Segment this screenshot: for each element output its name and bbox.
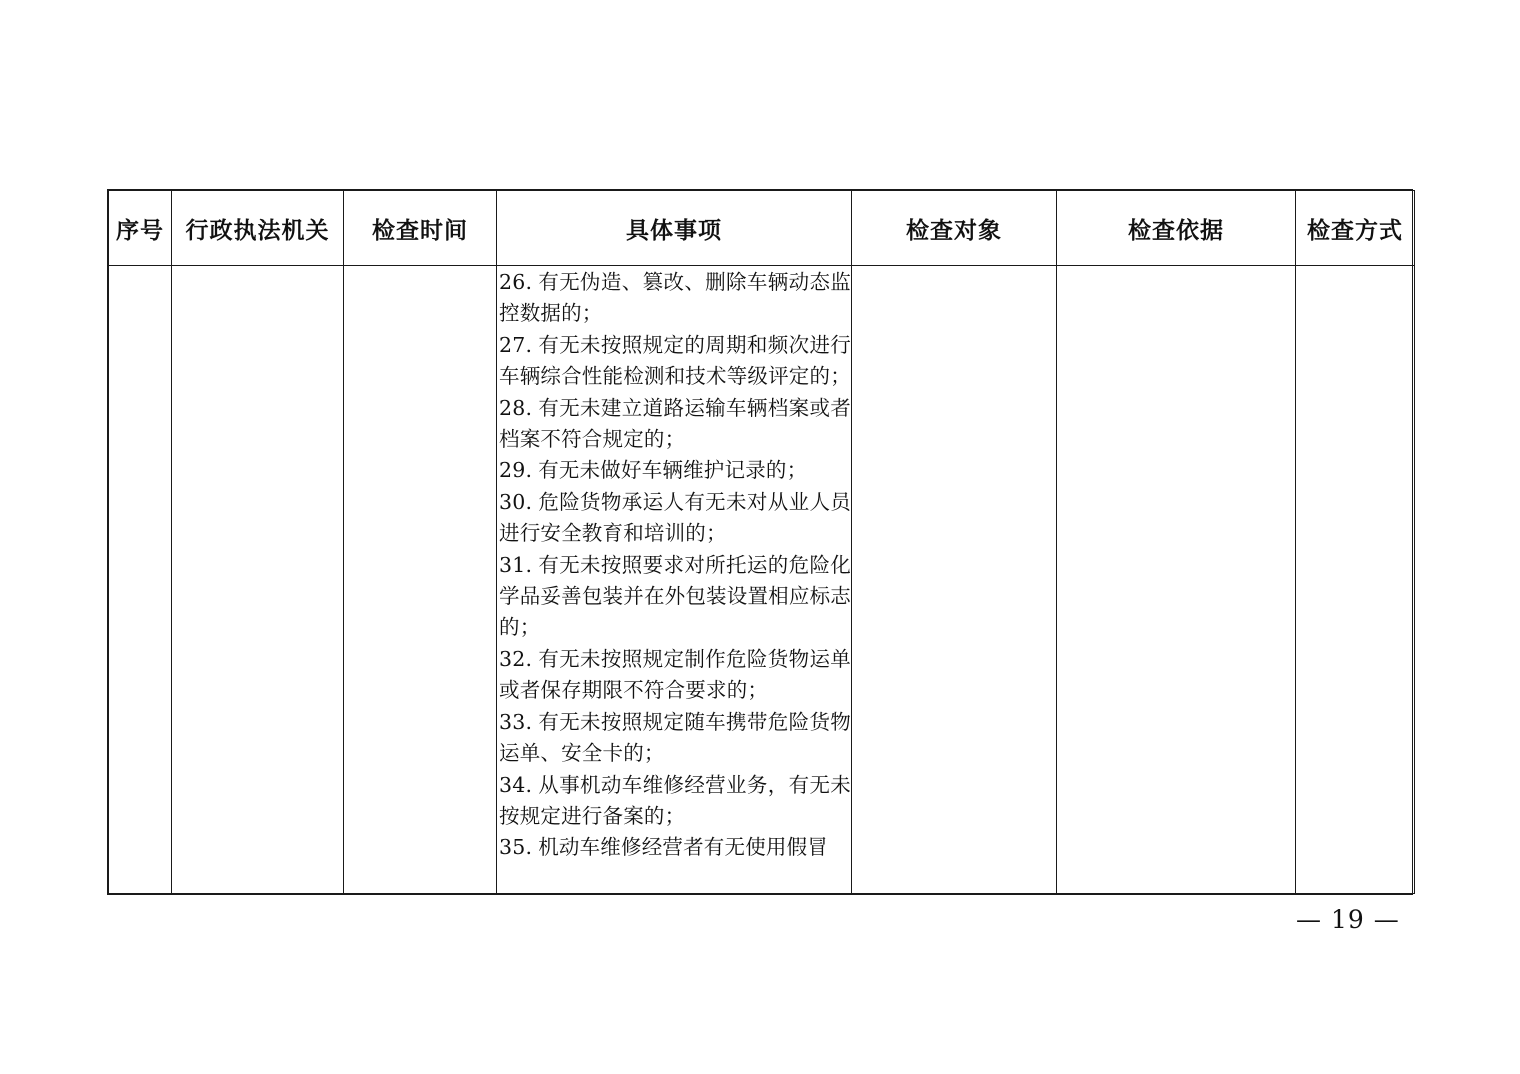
inspection-table-container [107, 189, 1413, 895]
list-item [499, 770, 851, 833]
list-item [499, 393, 851, 456]
item-number: 33. [499, 709, 533, 734]
cell-inspection-method [1296, 266, 1415, 894]
list-item [499, 455, 851, 486]
item-text: 有无伪造、篡改、删除车辆动态监控数据的； [499, 270, 851, 326]
specific-items-list [497, 266, 851, 864]
item-number: 30. [499, 489, 533, 514]
item-text: 有无未按照规定随车携带危险货物运单、安全卡的； [499, 709, 851, 766]
header-enforcement-agency: 行政执法机关 [172, 191, 344, 266]
item-number: 31. [499, 552, 533, 577]
list-item [499, 550, 851, 644]
item-number: 28. [499, 395, 533, 420]
item-text: 有无未做好车辆维护记录的； [538, 458, 808, 483]
cell-specific-items [497, 266, 852, 894]
list-item [499, 267, 851, 330]
item-number: 35. [499, 835, 533, 860]
list-item [499, 487, 851, 550]
item-text: 有无未建立道路运输车辆档案或者档案不符合规定的； [499, 395, 851, 452]
list-item [499, 644, 851, 707]
header-inspection-method: 检查方式 [1296, 191, 1415, 266]
cell-inspection-basis [1057, 266, 1296, 894]
header-inspection-object: 检查对象 [852, 191, 1057, 266]
cell-inspection-object [852, 266, 1057, 894]
item-text: 危险货物承运人有无未对从业人员进行安全教育和培训的； [499, 489, 851, 546]
table-row [109, 266, 1415, 894]
item-text: 从事机动车维修经营业务，有无未按规定进行备案的； [499, 772, 851, 828]
page-number: — 19 — [1296, 905, 1400, 934]
item-number: 26. [499, 270, 533, 294]
header-specific-items: 具体事项 [497, 191, 852, 266]
header-inspection-basis: 检查依据 [1057, 191, 1296, 266]
list-item [499, 330, 851, 393]
item-number: 27. [499, 332, 533, 357]
item-number: 34. [499, 772, 533, 797]
item-text: 有无未按照规定的周期和频次进行车辆综合性能检测和技术等级评定的； [499, 332, 851, 389]
header-row [109, 191, 1415, 266]
item-text: 有无未按照要求对所托运的危险化学品妥善包装并在外包装设置相应标志的； [499, 552, 851, 640]
item-number: 32. [499, 646, 533, 671]
inspection-table [108, 190, 1415, 894]
cell-serial-number [109, 266, 172, 894]
cell-enforcement-agency [172, 266, 344, 894]
item-text: 有无未按照规定制作危险货物运单或者保存期限不符合要求的； [499, 646, 851, 703]
item-number: 29. [499, 458, 533, 483]
list-item [499, 707, 851, 770]
item-text: 机动车维修经营者有无使用假冒 [538, 835, 829, 860]
cell-inspection-time [344, 266, 497, 894]
list-item [499, 832, 851, 863]
header-serial-number: 序号 [109, 191, 172, 266]
header-inspection-time: 检查时间 [344, 191, 497, 266]
